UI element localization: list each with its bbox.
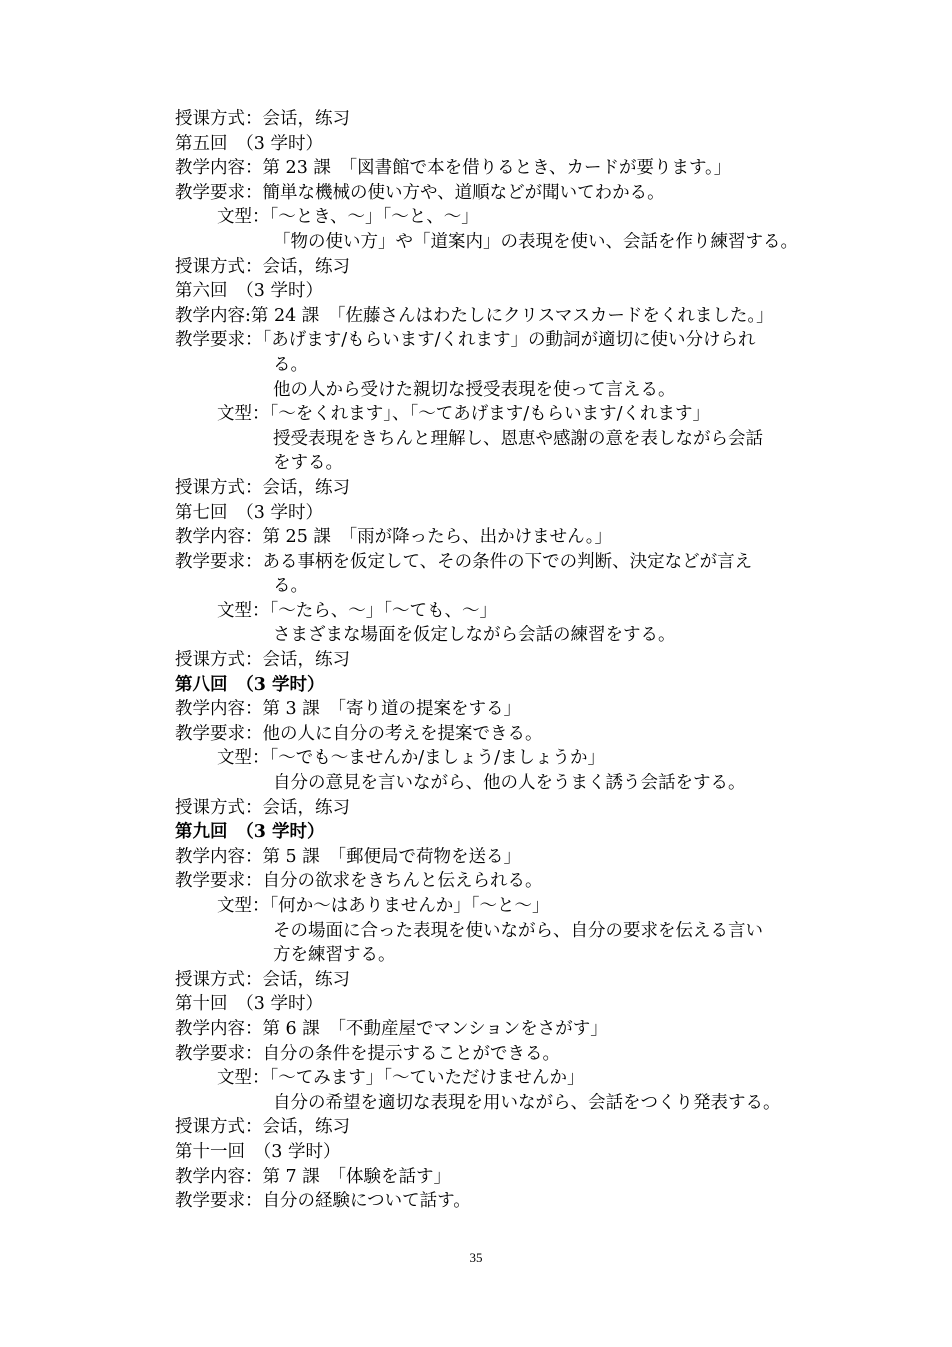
line-teaching-requirement: 教学要求：自分の欲求をきちんと伝えられる。 [175, 871, 543, 892]
line-continuation: る。 [273, 354, 308, 375]
line-teaching-requirement: 教学要求：他の人に自分の考えを提案できる。 [175, 723, 543, 744]
line-sentence-pattern: 文型：「～たら、～」「～ても、～」 [217, 600, 497, 621]
session-heading-8: 第八回 （3 学时） [175, 674, 325, 695]
session-heading-5: 第五回 （3 学时） [175, 133, 323, 154]
line-continuation: 自分の希望を適切な表現を用いながら、会話をつくり発表する。 [273, 1092, 781, 1113]
line-sentence-pattern: 文型：「～でも～ませんか/ましょう/ましょうか」 [217, 748, 606, 769]
line-continuation: 自分の意見を言いながら、他の人をうまく誘う会話をする。 [273, 773, 746, 794]
line-continuation: 「物の使い方」や「道案内」の表現を使い、会話を作り練習する。 [273, 231, 798, 252]
page-number: 35 [469, 1250, 483, 1265]
line-continuation: その場面に合った表現を使いながら、自分の要求を伝える言い [273, 920, 763, 941]
line-teaching-method: 授课方式：会话，练习 [175, 650, 350, 671]
line-teaching-requirement: 教学要求：自分の条件を提示することができる。 [175, 1043, 560, 1064]
session-heading-11: 第十一回 （3 学时） [175, 1141, 341, 1162]
line-teaching-content: 教学内容：第 6 課 「不動産屋でマンションをさがす」 [175, 1018, 608, 1039]
line-continuation: さまざまな場面を仮定しながら会話の練習をする。 [273, 625, 676, 646]
line-sentence-pattern: 文型：「何か～はありませんか」「～と～」 [217, 896, 550, 916]
document-body [175, 107, 835, 1214]
line-continuation: をする。 [273, 453, 343, 474]
session-heading-10: 第十回 （3 学时） [175, 994, 323, 1015]
session-heading-6: 第六回 （3 学时） [175, 281, 323, 302]
line-sentence-pattern: 文型：「～てみます」「～ていただけませんか」 [217, 1068, 585, 1089]
line-teaching-content: 教学内容：第 23 課 「図書館で本を借りるとき、カードが要ります。」 [175, 158, 732, 179]
line-teaching-content: 教学内容：第 7 課 「体験を話す」 [175, 1166, 452, 1187]
line-teaching-method: 授课方式：会话，练习 [175, 477, 350, 498]
line-teaching-content: 教学内容:第 24 課 「佐藤さんはわたしにクリスマスカードをくれました。」 [175, 305, 774, 326]
line-teaching-requirement: 教学要求：「あげます/もらいます/くれます」の動詞が適切に使い分けられ [175, 330, 756, 351]
session-heading-7: 第七回 （3 学时） [175, 502, 323, 523]
line-continuation: る。 [273, 576, 308, 597]
line-teaching-requirement: 教学要求：ある事柄を仮定して、その条件の下での判断、決定などが言え [175, 551, 753, 572]
session-heading-9: 第九回 （3 学时） [175, 822, 325, 843]
line-continuation: 他の人から受けた親切な授受表現を使って言える。 [273, 379, 676, 400]
line-teaching-content: 教学内容：第 25 課 「雨が降ったら、出かけません。」 [175, 527, 612, 548]
line-continuation: 授受表現をきちんと理解し、恩恵や感謝の意を表しながら会話 [273, 428, 763, 449]
line-teaching-method: 授课方式：会话，练习 [175, 1117, 350, 1138]
line-teaching-content: 教学内容：第 5 課 「郵便局で荷物を送る」 [175, 846, 522, 867]
line-teaching-method: 授课方式：会话，练习 [175, 797, 350, 818]
line-sentence-pattern: 文型：「～とき、～」「～と、～」 [217, 207, 479, 228]
line-teaching-method: 授课方式：会话，练习 [175, 969, 350, 990]
line-sentence-pattern: 文型：「～をくれます」、「～てあげます/もらいます/くれます」 [217, 404, 711, 425]
line-teaching-content: 教学内容：第 3 課 「寄り道の提案をする」 [175, 699, 522, 720]
line-teaching-requirement: 教学要求：自分の経験について話す。 [175, 1191, 471, 1212]
line-teaching-method: 授课方式：会话，练习 [175, 256, 350, 277]
line-continuation: 方を練習する。 [273, 945, 396, 966]
line-teaching-method: 授课方式：会话，练习 [175, 109, 350, 129]
line-teaching-requirement: 教学要求：簡単な機械の使い方や、道順などが聞いてわかる。 [175, 182, 665, 203]
